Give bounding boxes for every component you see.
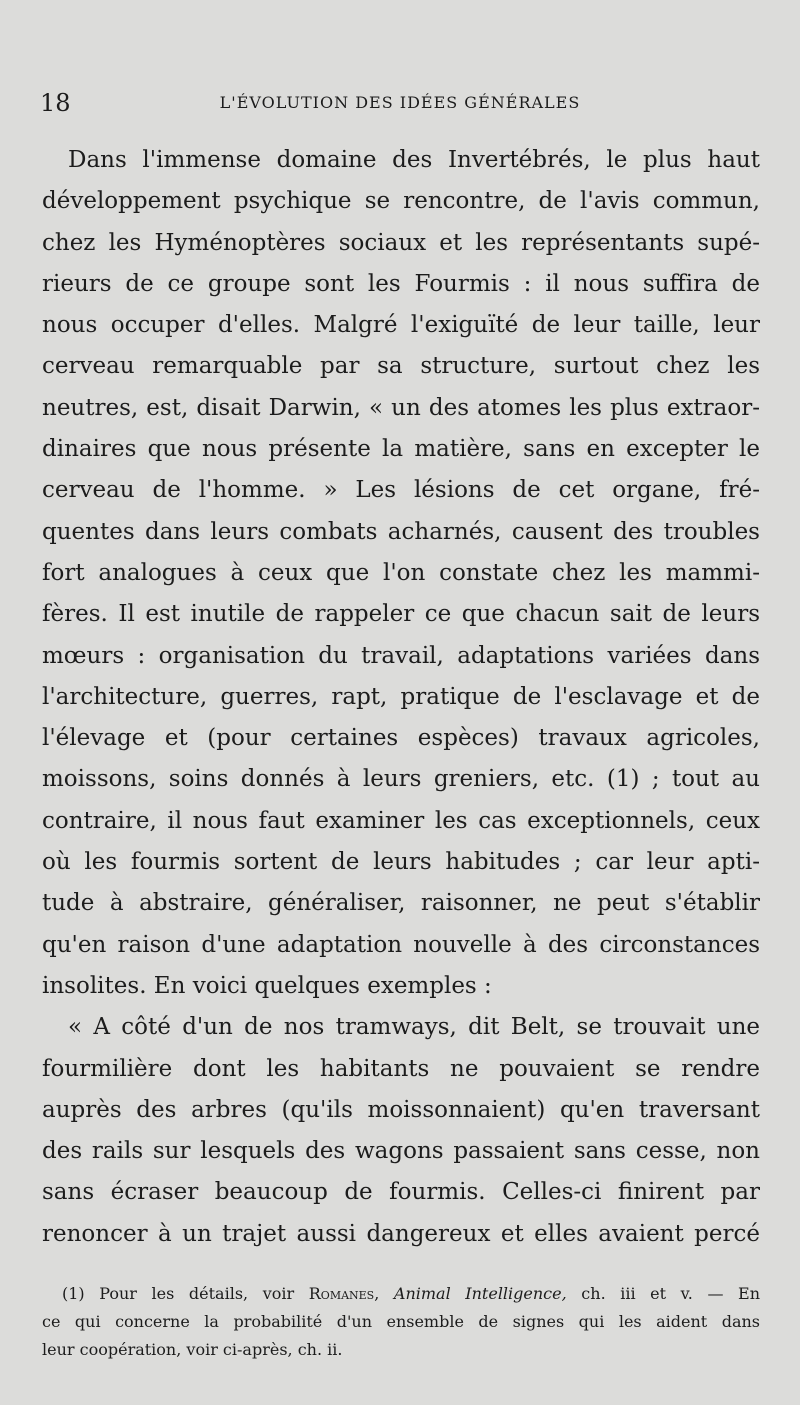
text-line: sans écraser beaucoup de fourmis. Celles-ci finirent par bbox=[42, 1179, 760, 1206]
footnote bbox=[42, 1280, 760, 1364]
text-line: auprès des arbres (qu'ils moissonnaient) qu'en traversant bbox=[42, 1096, 760, 1123]
text-line: l'architecture, guerres, rapt, pratique de l'esclavage et de bbox=[42, 683, 760, 710]
text-line: « A côté d'un de nos tramways, dit Belt, se trouvait une bbox=[68, 1014, 760, 1041]
text-line: dinaires que nous présente la matière, sans en excepter le bbox=[42, 436, 760, 463]
footnote-suffix: ch. iii et v. — En bbox=[581, 1284, 761, 1303]
text-line: fères. Il est inutile de rappeler ce que chacun sait de leurs bbox=[42, 601, 760, 628]
body-text bbox=[42, 140, 760, 1255]
footnote-title: Animal Intelligence, bbox=[393, 1284, 567, 1303]
text-line: fourmilière dont les habitants ne pouvaient se rendre bbox=[42, 1055, 760, 1082]
text-line: mœurs : organisation du travail, adaptations variées dans bbox=[42, 642, 760, 669]
footnote-prefix: (1) Pour les détails, voir bbox=[62, 1284, 295, 1303]
text-line: cerveau de l'homme. » Les lésions de cet organe, fré- bbox=[42, 477, 760, 504]
text-line: tude à abstraire, généraliser, raisonner, ne peut s'établir bbox=[42, 890, 760, 917]
footnote-author: Romanes, bbox=[308, 1284, 380, 1303]
running-title: L'ÉVOLUTION DES IDÉES GÉNÉRALES bbox=[219, 93, 581, 112]
text-line: insolites. En voici quelques exemples : bbox=[42, 972, 492, 999]
footnote-line bbox=[42, 1280, 760, 1308]
page-number: 18 bbox=[40, 89, 71, 117]
text-line: des rails sur lesquels des wagons passaient sans cesse, non bbox=[42, 1138, 760, 1165]
text-line: contraire, il nous faut examiner les cas exceptionnels, ceux bbox=[42, 807, 760, 834]
text-line: nous occuper d'elles. Malgré l'exiguïté de leur taille, leur bbox=[42, 312, 760, 339]
text-line: fort analogues à ceux que l'on constate chez les mammi- bbox=[42, 559, 760, 586]
text-line: développement psychique se rencontre, de l'avis commun, bbox=[42, 188, 760, 215]
text-line: moissons, soins donnés à leurs greniers, etc. (1) ; tout au bbox=[42, 766, 760, 793]
text-line: rieurs de ce groupe sont les Fourmis : il nous suffira de bbox=[42, 270, 760, 297]
text-line: qu'en raison d'une adaptation nouvelle à des circonstances bbox=[42, 931, 760, 958]
footnote-line: leur coopération, voir ci-après, ch. ii. bbox=[42, 1340, 343, 1359]
text-line: où les fourmis sortent de leurs habitudes ; car leur apti- bbox=[42, 849, 760, 876]
text-line: renoncer à un trajet aussi dangereux et elles avaient percé bbox=[42, 1220, 760, 1247]
text-line: quentes dans leurs combats acharnés, causent des troubles bbox=[42, 518, 760, 545]
text-line: l'élevage et (pour certaines espèces) travaux agricoles, bbox=[42, 725, 760, 752]
text-line: Dans l'immense domaine des Invertébrés, le plus haut bbox=[68, 147, 760, 173]
text-line: chez les Hyménoptères sociaux et les représentants supé- bbox=[42, 229, 760, 256]
footnote-line: ce qui concerne la probabilité d'un ensemble de signes qui les aident dans bbox=[42, 1312, 760, 1331]
text-line: cerveau remarquable par sa structure, surtout chez les bbox=[42, 353, 760, 380]
text-line: neutres, est, disait Darwin, « un des atomes les plus extraor- bbox=[42, 394, 760, 421]
page-header bbox=[40, 88, 760, 118]
